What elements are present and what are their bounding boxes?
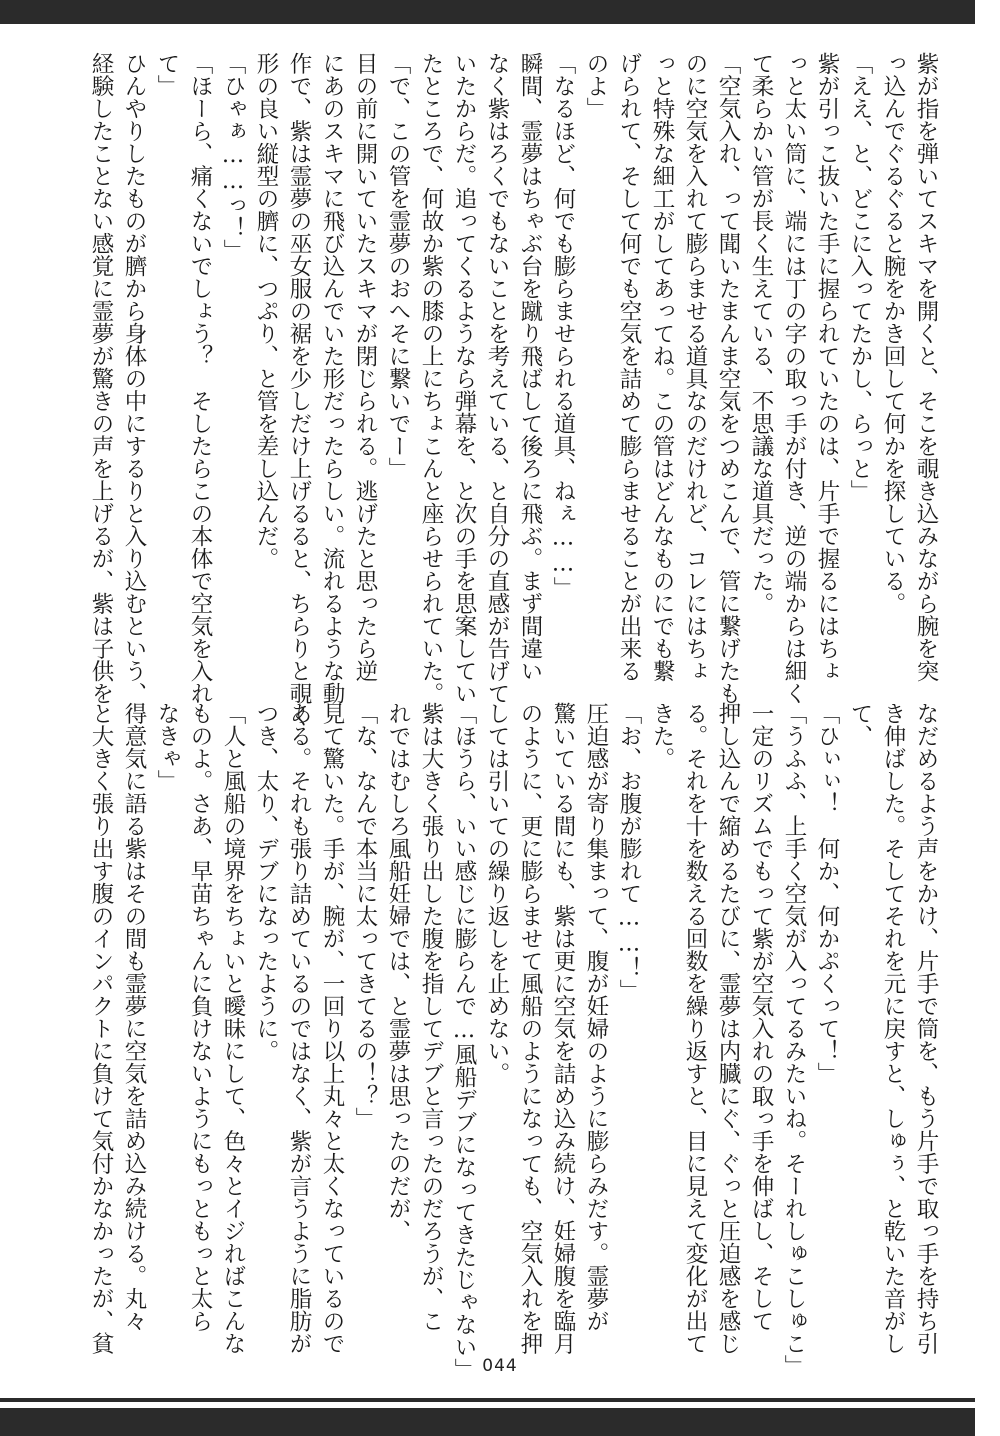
upper-text-line: 「空気入れ、って聞いたまんま空気をつめこんで、管に繋げたも [715,52,741,705]
lower-text-line: 「ひぃぃ！ 何か、何かぷくって！」 [814,702,840,1085]
upper-text-line: 「で、この管を霊夢のおへそに繋いでー」 [385,52,411,480]
upper-text-line: 作で、紫は霊夢の巫女服の裾を少しだけ上げるると、ちらりと覗く [286,52,312,727]
upper-text-line: 紫が引っこ抜いた手に握られていたのは、片手で握るにはちょ [814,52,840,682]
upper-text-line: 目の前に開いていたスキマが閉じられる。逃げたと思ったら逆 [352,52,378,682]
upper-text-line: 「ほーら、痛くないでしょう？ そしたらこの本体で空気を入れ [187,52,213,705]
lower-text-line: ものよ。さあ、早苗ちゃんに負けないようにもっともっと太ら [187,702,213,1332]
upper-text-line: のに空気を入れて膨らませる道具なのだけれど、コレにはちょ [682,52,708,682]
upper-text-line: にあのスキマに飛び込んでいた形だったらしい。流れるような動 [319,52,345,705]
upper-text-line: 瞬間、霊夢はちゃぶ台を蹴り飛ばして後ろに飛ぶ。まず間違い [517,52,543,682]
lower-text-line: 「人と風船の境界をちょいと曖昧にして、色々とイジればこんな [220,702,246,1355]
lower-text-line: なきゃ」 [154,702,180,792]
lower-text-line: 「な、なんで本当に太ってきてるの！？」 [352,702,378,1130]
lower-text-line: のように、更に膨らませて風船のようになっても、空気入れを押 [517,702,543,1355]
upper-text-line: っと特殊な細工がしてあってね。この管はどんなものにでも繋 [649,52,675,682]
lower-text-line: しては引いての繰り返しを止めない。 [484,702,510,1085]
lower-text-line: なだめるよう声をかけ、片手で筒を、もう片手で取っ手を持ち引 [913,702,939,1355]
upper-text-line: のよ」 [583,52,609,120]
upper-text-line: 形の良い縦型の臍に、つぷり、と管を差し込んだ。 [253,52,279,570]
upper-text-line: たところで、何故か紫の膝の上にちょこんと座らせられていた。 [418,52,444,705]
lower-text-line: 驚いている間にも、紫は更に空気を詰め込み続け、妊婦腹を臨月 [550,702,576,1355]
page-number: 044 [482,1356,518,1376]
bottom-border-thin [0,1398,975,1402]
lower-text-line: ある。それも張り詰めているのではなく、紫が言うように脂肪が [286,702,312,1355]
lower-text-line: 得意気に語る紫はその間も霊夢に空気を詰め込み続ける。丸々 [121,702,147,1332]
lower-text-line: 「お、お腹が膨れて……！」 [616,702,642,1002]
upper-text-line: 経験したことない感覚に霊夢が驚きの声を上げるが、紫は子供を [88,52,114,705]
lower-text-line: る。それを十を数える回数を繰り返すと、目に見えて変化が出て [682,702,708,1355]
upper-text-line: て」 [154,52,180,97]
lower-text-line: きた。 [649,702,675,770]
lower-text-line: れではむしろ風船妊婦では、と霊夢は思ったのだが、 [385,702,411,1242]
upper-text-line: て柔らかい管が長く生えている、不思議な道具だった。 [748,52,774,615]
upper-text-line: げられて、そして何でも空気を詰めて膨らませることが出来る [616,52,642,682]
upper-text-block [42,52,942,727]
top-border-bar [0,0,975,24]
lower-text-line: 一定のリズムでもって紫が空気入れの取っ手を伸ばし、そして [748,702,774,1332]
lower-text-line: き伸ばした。そしてそれを元に戻すと、しゅぅ、と乾いた音がし [880,702,906,1355]
upper-text-line: っ込んでぐるぐると腕をかき回して何かを探している。 [880,52,906,615]
lower-text-line: 紫は大きく張り出した腹を指してデブと言ったのだろうが、こ [418,702,444,1332]
upper-text-line: ひんやりしたものが臍から身体の中にするりと入り込むという、 [121,52,147,705]
upper-text-line: 「なるほど、何でも膨らませられる道具、ねぇ……」 [550,52,576,599]
bottom-border-bar [0,1408,975,1436]
upper-text-line: っと太い筒に、端には丁の字の取っ手が付き、逆の端からは細く [781,52,807,705]
lower-text-line: 見て驚いた。手が、腕が、一回り以上丸々と太くなっているので [319,702,345,1355]
upper-text-line: 「ひゃぁ……っ！」 [220,52,246,262]
lower-text-line: て、 [847,702,873,747]
lower-text-line: つき、太り、デブになったように。 [253,702,279,1062]
upper-text-line: なく紫はろくでもないことを考えている、と自分の直感が告げて [484,52,510,705]
upper-text-line: 「ええ、と、どこに入ってたかし、らっと」 [847,52,873,502]
lower-text-line: 「ほうら、いい感じに膨らんで…風船デブになってきたじゃない」 [451,702,477,1381]
lower-text-line: 押し込んで縮めるたびに、霊夢は内臓にぐ、ぐっと圧迫感を感じ [715,702,741,1355]
upper-text-line: 紫が指を弾いてスキマを開くと、そこを覗き込みながら腕を突 [913,52,939,682]
lower-text-line: 「うふふ、上手く空気が入ってるみたいね。そーれしゅこしゅこ」 [781,702,807,1377]
lower-text-line: 圧迫感が寄り集まって、腹が妊婦のように膨らみだす。霊夢が [583,702,609,1332]
lower-text-line: と大きく張り出す腹のインパクトに負けて気付かなかったが、貧 [88,702,114,1355]
upper-text-line: いたからだ。追ってくるようなら弾幕を、と次の手を思案してい [451,52,477,705]
